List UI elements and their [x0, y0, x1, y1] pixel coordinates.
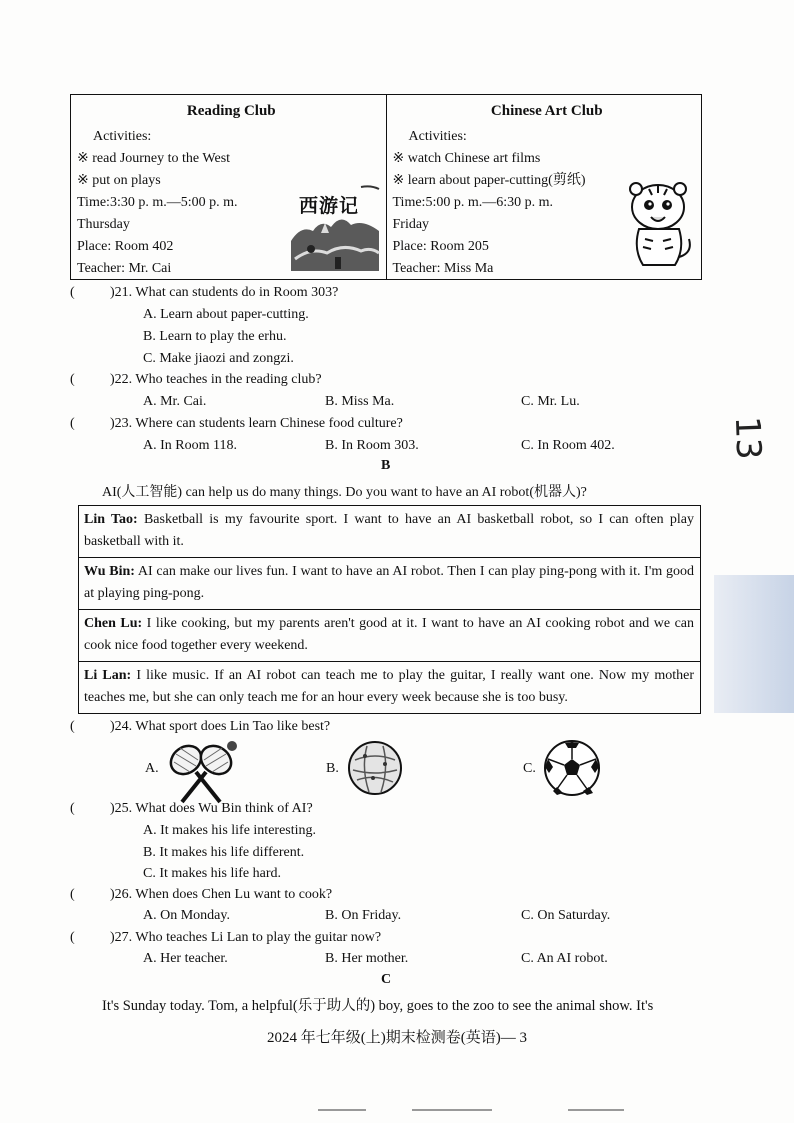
- answer-blank[interactable]: (: [70, 887, 75, 902]
- speaker-name: Lin Tao:: [84, 512, 138, 527]
- chinese-art-club-teacher: Teacher: Miss Ma: [392, 261, 494, 276]
- reading-club-activities-label: Activities:: [93, 129, 152, 144]
- question-23: )23. Where can students learn Chinese food culture?: [110, 416, 403, 431]
- bottom-line: [568, 1109, 624, 1111]
- q21-option-a: A. Learn about paper-cutting.: [143, 307, 309, 322]
- q22-option-b: B. Miss Ma.: [325, 394, 395, 409]
- q24-option-c: C.: [523, 761, 536, 776]
- journey-west-illustration: [291, 183, 381, 271]
- q22-option-c: C. Mr. Lu.: [521, 394, 580, 409]
- question-27: )27. Who teaches Li Lan to play the guitar now?: [110, 930, 382, 945]
- q27-option-b: B. Her mother.: [325, 951, 409, 966]
- reading-club-day: Thursday: [77, 217, 130, 232]
- chinese-art-club-place: Place: Room 205: [392, 239, 489, 254]
- chinese-art-club-cell: [386, 95, 702, 279]
- reading-club-time: Time:3:30 p. m.—5:00 p. m.: [77, 195, 238, 210]
- q23-option-c: C. In Room 402.: [521, 438, 615, 453]
- question-26: )26. When does Chen Lu want to cook?: [110, 887, 333, 902]
- speaker-text: Basketball is my favourite sport. I want to have an AI basketball robot, so I can often play basketball with it.: [84, 512, 694, 549]
- chinese-art-club-title: Chinese Art Club: [490, 103, 603, 119]
- reading-club-activity: ※ put on plays: [77, 173, 161, 188]
- answer-blank[interactable]: (: [70, 416, 75, 431]
- answer-blank[interactable]: (: [70, 801, 75, 816]
- q27-option-a: A. Her teacher.: [143, 951, 228, 966]
- journey-west-title: 西游记: [299, 195, 360, 217]
- reading-club-teacher: Teacher: Mr. Cai: [77, 261, 172, 276]
- answer-blank[interactable]: (: [70, 372, 75, 387]
- chinese-art-club-activity: ※ learn about paper-cutting(剪纸): [392, 173, 586, 188]
- speaker-text: AI can make our lives fun. I want to have an AI robot. Then I can play ping-pong with it. I'm good at playing ping-pong.: [84, 564, 694, 601]
- handwritten-margin-note: 13: [726, 415, 769, 461]
- q25-option-a: A. It makes his life interesting.: [143, 823, 317, 838]
- q26-option-c: C. On Saturday.: [521, 908, 611, 923]
- ai-opinion-row: [79, 506, 700, 557]
- q25-option-b: B. It makes his life different.: [143, 845, 305, 860]
- tennis-rackets-icon: [166, 740, 240, 806]
- speaker-name: Chen Lu:: [84, 616, 143, 631]
- q24-option-b: B.: [326, 761, 339, 776]
- answer-blank[interactable]: (: [70, 285, 75, 300]
- answer-blank[interactable]: (: [70, 930, 75, 945]
- q27-option-c: C. An AI robot.: [521, 951, 608, 966]
- question-21: )21. What can students do in Room 303?: [110, 285, 339, 300]
- q21-option-b: B. Learn to play the erhu.: [143, 329, 287, 344]
- section-b-heading: B: [381, 458, 391, 473]
- club-table: [70, 94, 702, 280]
- chinese-art-club-activities-label: Activities:: [408, 129, 467, 144]
- page-footer: 2024 年七年级(上)期末检测卷(英语)— 3: [267, 1030, 527, 1046]
- reading-club-place: Place: Room 402: [77, 239, 174, 254]
- speaker-name: Li Lan:: [84, 668, 132, 683]
- speaker-text: I like music. If an AI robot can teach me to play the guitar, I really want one. Now my mother teaches me, but she can only teach me for an hour every week because she is too busy.: [84, 668, 694, 705]
- reading-club-title: Reading Club: [186, 103, 276, 119]
- reading-club-activity: ※ read Journey to the West: [77, 151, 231, 166]
- q25-option-c: C. It makes his life hard.: [143, 866, 282, 881]
- q26-option-a: A. On Monday.: [143, 908, 230, 923]
- ai-opinion-row: [79, 661, 700, 713]
- tiger-illustration: [621, 181, 695, 271]
- chinese-art-club-activity: ※ watch Chinese art films: [392, 151, 541, 166]
- ai-opinion-row: [79, 557, 700, 609]
- bottom-line: [412, 1109, 492, 1111]
- q24-option-a: A.: [145, 761, 159, 776]
- q23-option-b: B. In Room 303.: [325, 438, 419, 453]
- question-22: )22. Who teaches in the reading club?: [110, 372, 322, 387]
- q26-option-b: B. On Friday.: [325, 908, 402, 923]
- speaker-text: I like cooking, but my parents aren't good at it. I want to have an AI cooking robot and we can cook nice food together every weekend.: [84, 616, 694, 653]
- ai-opinions-table: [78, 505, 701, 714]
- speaker-name: Wu Bin:: [84, 564, 135, 579]
- section-b-intro: AI(人工智能) can help us do many things. Do you want to have an AI robot(机器人)?: [102, 485, 587, 500]
- textured-ball-icon: [347, 740, 403, 796]
- question-24: )24. What sport does Lin Tao like best?: [110, 719, 331, 734]
- q22-option-a: A. Mr. Cai.: [143, 394, 207, 409]
- answer-blank[interactable]: (: [70, 719, 75, 734]
- reading-club-cell: [71, 95, 386, 279]
- question-25: )25. What does Wu Bin think of AI?: [110, 801, 313, 816]
- chinese-art-club-time: Time:5:00 p. m.—6:30 p. m.: [392, 195, 554, 210]
- q21-option-c: C. Make jiaozi and zongzi.: [143, 351, 294, 366]
- soccer-ball-icon: [543, 739, 601, 797]
- section-c-heading: C: [381, 972, 392, 987]
- section-c-intro: It's Sunday today. Tom, a helpful(乐于助人的) boy, goes to the zoo to see the animal show. It's: [102, 998, 654, 1014]
- bottom-line: [318, 1109, 366, 1111]
- q23-option-a: A. In Room 118.: [143, 438, 237, 453]
- chinese-art-club-day: Friday: [392, 217, 430, 232]
- ai-opinion-row: [79, 609, 700, 661]
- scan-edge-shadow: [714, 575, 794, 713]
